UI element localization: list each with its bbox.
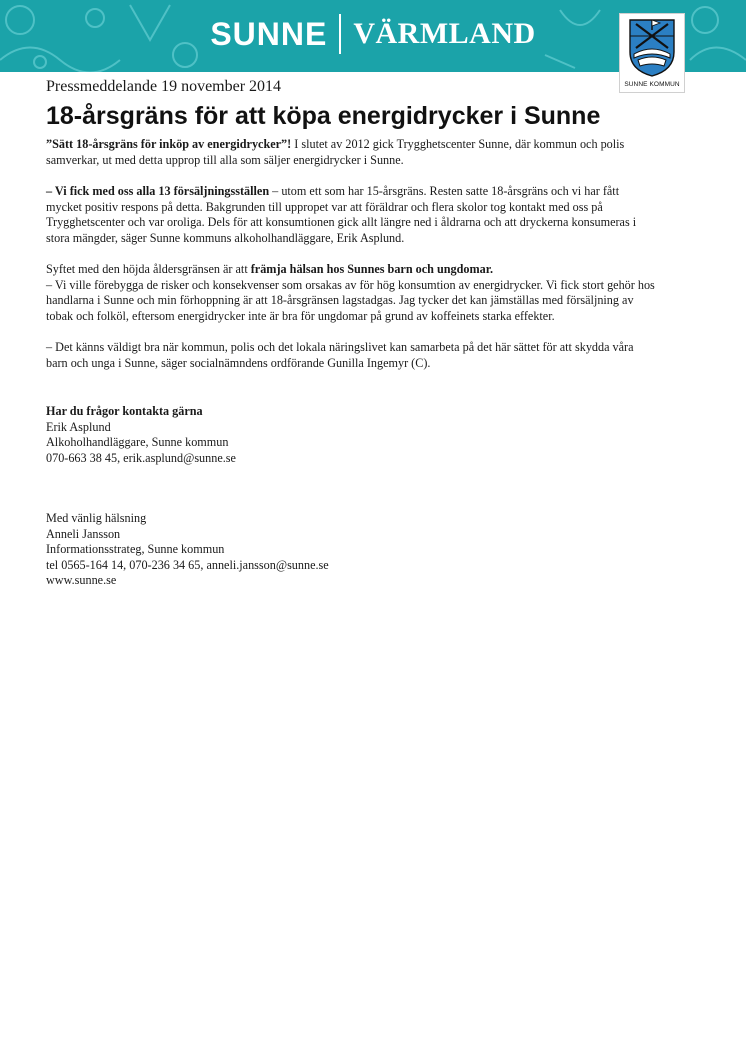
contact-name: Erik Asplund bbox=[46, 419, 111, 434]
paragraph-3 bbox=[46, 262, 656, 324]
paragraph-4 bbox=[46, 340, 656, 371]
paragraph-2 bbox=[46, 184, 656, 246]
paragraph-3-quote: – Vi ville förebygga de risker och konsekvenser som orsakas av för hög konsumtion av energidrycker. Vi fick stort gehör hos handlarna i Sunne och min förhoppning är att 18-årsgränsen lagstadgas. Jag tycker det kan jämställas med försäljning av tobak och folköl, eftersom energidrycker inte är bra för ungdomar på grund av koffeinets starka effekter. bbox=[46, 277, 655, 323]
sender-role: Informationsstrateg, Sunne kommun bbox=[46, 542, 225, 556]
paragraph-2-lead: – Vi fick med oss alla 13 försäljningsställen bbox=[46, 184, 270, 198]
paragraph-4-text: – Det känns väldigt bra när kommun, polis och det lokala näringslivet kan samarbeta på det här sättet för att skydda våra barn och unga i Sunne, säger socialnämndens ordförande Gunilla Ingemyr (C). bbox=[46, 340, 634, 370]
contact-heading bbox=[46, 404, 656, 420]
press-release bbox=[46, 78, 656, 589]
contact-heading-text: Har du frågor kontakta gärna bbox=[46, 404, 203, 418]
logo-caption: SUNNE KOMMUN bbox=[624, 81, 680, 88]
brand-sunne: SUNNE bbox=[210, 15, 328, 52]
paragraph-2-text: – utom ett som har 15-årsgräns. Resten satte 18-årsgräns och vi har fått mycket positiv respons på detta. Bakgrunden till uppropet var att föräldrar och flera skolor tog kontakt med oss på Trygghetscenter och var oroliga. Dels för att konsumtionen gick allt längre ned i åldrarna och att dryckerna konsumeras i stora mängder, säger Sunne kommuns alkoholhandläggare, Erik Asplund. bbox=[46, 184, 637, 245]
coat-of-arms-icon bbox=[620, 14, 684, 80]
brand-varmland: VÄRMLAND bbox=[353, 17, 536, 50]
signoff: Med vänlig hälsning bbox=[46, 511, 147, 525]
dateline: Pressmeddelande 19 november 2014 bbox=[46, 78, 282, 95]
sender-name: Anneli Jansson bbox=[46, 526, 121, 541]
paragraph-1-text: I slutet av 2012 gick Trygghetscenter Sunne, där kommun och polis samverkar, ut med detta upprop till alla som säljer energidrycker i Sunne. bbox=[46, 137, 625, 167]
signature-block bbox=[46, 511, 656, 589]
contact-role: Alkoholhandläggare, Sunne kommun bbox=[46, 435, 229, 449]
contact-details: 070-663 38 45, erik.asplund@sunne.se bbox=[46, 450, 236, 465]
paragraph-1 bbox=[46, 137, 656, 168]
website-link[interactable]: www.sunne.se bbox=[46, 573, 117, 587]
paragraph-1-lead: ”Sätt 18-årsgräns för inköp av energidrycker”! bbox=[46, 137, 292, 151]
sender-details: tel 0565-164 14, 070-236 34 65, anneli.jansson@sunne.se bbox=[46, 557, 329, 572]
paragraph-3-emphasis: främja hälsan hos Sunnes barn och ungdomar. bbox=[250, 262, 494, 276]
page-title: 18-årsgräns för att köpa energidrycker i Sunne bbox=[46, 102, 601, 130]
paragraph-3-text: Syftet med den höjda åldersgränsen är att bbox=[46, 262, 251, 276]
contact-block bbox=[46, 404, 656, 466]
